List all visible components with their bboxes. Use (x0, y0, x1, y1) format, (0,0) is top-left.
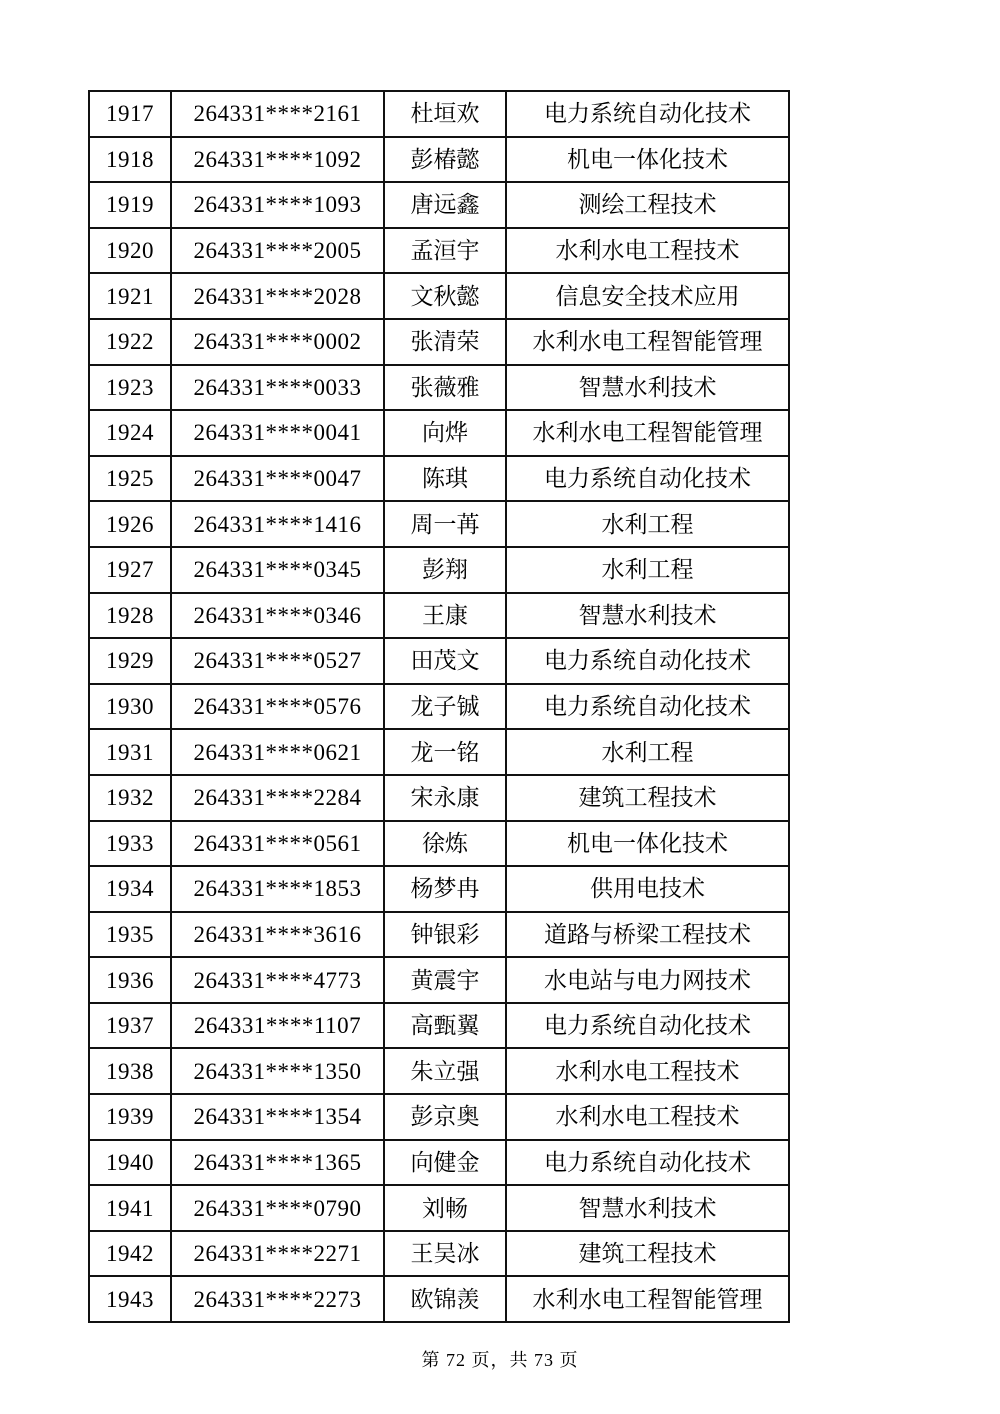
cell-admitted-major: 电力系统自动化技术 (506, 1003, 789, 1049)
table-row (89, 1185, 789, 1231)
cell-serial-number: 1942 (89, 1231, 171, 1277)
cell-admitted-major: 水利水电工程智能管理 (506, 319, 789, 365)
table-row (89, 501, 789, 547)
cell-student-name: 陈琪 (384, 456, 506, 502)
cell-serial-number: 1919 (89, 182, 171, 228)
cell-exam-id: 264331****0346 (171, 593, 384, 639)
cell-exam-id: 264331****1107 (171, 1003, 384, 1049)
cell-admitted-major: 道路与桥梁工程技术 (506, 912, 789, 958)
cell-admitted-major: 水利水电工程智能管理 (506, 1276, 789, 1322)
cell-serial-number: 1918 (89, 137, 171, 183)
cell-student-name: 杨梦冉 (384, 866, 506, 912)
cell-serial-number: 1935 (89, 912, 171, 958)
cell-student-name: 田茂文 (384, 638, 506, 684)
cell-exam-id: 264331****2005 (171, 228, 384, 274)
cell-exam-id: 264331****0047 (171, 456, 384, 502)
table-row (89, 1094, 789, 1140)
cell-exam-id: 264331****4773 (171, 957, 384, 1003)
cell-admitted-major: 水利水电工程技术 (506, 228, 789, 274)
table-row (89, 182, 789, 228)
table-row (89, 1231, 789, 1277)
cell-admitted-major: 信息安全技术应用 (506, 273, 789, 319)
cell-student-name: 徐炼 (384, 821, 506, 867)
cell-serial-number: 1939 (89, 1094, 171, 1140)
cell-serial-number: 1926 (89, 501, 171, 547)
cell-serial-number: 1924 (89, 410, 171, 456)
cell-student-name: 孟洹宇 (384, 228, 506, 274)
cell-student-name: 唐远鑫 (384, 182, 506, 228)
cell-student-name: 刘畅 (384, 1185, 506, 1231)
cell-admitted-major: 水利水电工程技术 (506, 1048, 789, 1094)
table-row (89, 1276, 789, 1322)
cell-admitted-major: 水利工程 (506, 547, 789, 593)
cell-serial-number: 1931 (89, 729, 171, 775)
cell-exam-id: 264331****1350 (171, 1048, 384, 1094)
table-row (89, 638, 789, 684)
table-row (89, 684, 789, 730)
table-row (89, 365, 789, 411)
cell-admitted-major: 水利工程 (506, 729, 789, 775)
table-row (89, 547, 789, 593)
cell-student-name: 向烨 (384, 410, 506, 456)
cell-exam-id: 264331****0561 (171, 821, 384, 867)
cell-admitted-major: 建筑工程技术 (506, 1231, 789, 1277)
table-row (89, 456, 789, 502)
cell-serial-number: 1929 (89, 638, 171, 684)
cell-admitted-major: 机电一体化技术 (506, 137, 789, 183)
cell-student-name: 彭京奥 (384, 1094, 506, 1140)
cell-serial-number: 1934 (89, 866, 171, 912)
cell-exam-id: 264331****0002 (171, 319, 384, 365)
cell-student-name: 龙一铭 (384, 729, 506, 775)
table-row (89, 821, 789, 867)
cell-serial-number: 1936 (89, 957, 171, 1003)
cell-serial-number: 1938 (89, 1048, 171, 1094)
cell-exam-id: 264331****0033 (171, 365, 384, 411)
cell-serial-number: 1925 (89, 456, 171, 502)
cell-student-name: 王吴冰 (384, 1231, 506, 1277)
cell-exam-id: 264331****0621 (171, 729, 384, 775)
table-row (89, 1140, 789, 1186)
cell-student-name: 王康 (384, 593, 506, 639)
cell-admitted-major: 水利水电工程智能管理 (506, 410, 789, 456)
cell-student-name: 文秋懿 (384, 273, 506, 319)
cell-serial-number: 1917 (89, 91, 171, 137)
cell-exam-id: 264331****1365 (171, 1140, 384, 1186)
table-row (89, 137, 789, 183)
cell-serial-number: 1940 (89, 1140, 171, 1186)
cell-admitted-major: 水利工程 (506, 501, 789, 547)
cell-student-name: 黄震宇 (384, 957, 506, 1003)
cell-admitted-major: 智慧水利技术 (506, 1185, 789, 1231)
cell-student-name: 朱立强 (384, 1048, 506, 1094)
cell-serial-number: 1930 (89, 684, 171, 730)
table-row (89, 410, 789, 456)
cell-admitted-major: 水电站与电力网技术 (506, 957, 789, 1003)
table-row (89, 866, 789, 912)
cell-serial-number: 1943 (89, 1276, 171, 1322)
cell-serial-number: 1920 (89, 228, 171, 274)
table-row (89, 593, 789, 639)
admission-roster-body (89, 91, 789, 1322)
cell-admitted-major: 供用电技术 (506, 866, 789, 912)
cell-student-name: 钟银彩 (384, 912, 506, 958)
cell-student-name: 宋永康 (384, 775, 506, 821)
cell-admitted-major: 电力系统自动化技术 (506, 456, 789, 502)
cell-serial-number: 1937 (89, 1003, 171, 1049)
cell-exam-id: 264331****2271 (171, 1231, 384, 1277)
table-row (89, 319, 789, 365)
cell-student-name: 杜垣欢 (384, 91, 506, 137)
cell-exam-id: 264331****2028 (171, 273, 384, 319)
cell-serial-number: 1923 (89, 365, 171, 411)
cell-student-name: 彭翔 (384, 547, 506, 593)
cell-exam-id: 264331****0790 (171, 1185, 384, 1231)
cell-serial-number: 1932 (89, 775, 171, 821)
table-row (89, 1048, 789, 1094)
table-row (89, 912, 789, 958)
cell-admitted-major: 电力系统自动化技术 (506, 684, 789, 730)
cell-student-name: 欧锦羡 (384, 1276, 506, 1322)
cell-exam-id: 264331****3616 (171, 912, 384, 958)
cell-admitted-major: 测绘工程技术 (506, 182, 789, 228)
cell-exam-id: 264331****2273 (171, 1276, 384, 1322)
cell-exam-id: 264331****0527 (171, 638, 384, 684)
table-row (89, 228, 789, 274)
page-number-indicator: 第 72 页，共 73 页 (421, 1350, 579, 1370)
table-row (89, 273, 789, 319)
cell-student-name: 龙子铖 (384, 684, 506, 730)
cell-serial-number: 1927 (89, 547, 171, 593)
cell-student-name: 向健金 (384, 1140, 506, 1186)
cell-admitted-major: 机电一体化技术 (506, 821, 789, 867)
cell-admitted-major: 电力系统自动化技术 (506, 638, 789, 684)
cell-serial-number: 1928 (89, 593, 171, 639)
cell-exam-id: 264331****1853 (171, 866, 384, 912)
cell-exam-id: 264331****2161 (171, 91, 384, 137)
cell-admitted-major: 电力系统自动化技术 (506, 1140, 789, 1186)
cell-exam-id: 264331****1416 (171, 501, 384, 547)
cell-student-name: 张清荣 (384, 319, 506, 365)
cell-exam-id: 264331****1354 (171, 1094, 384, 1140)
table-row (89, 729, 789, 775)
cell-student-name: 高甄翼 (384, 1003, 506, 1049)
table-row (89, 1003, 789, 1049)
cell-exam-id: 264331****0041 (171, 410, 384, 456)
cell-admitted-major: 电力系统自动化技术 (506, 91, 789, 137)
cell-student-name: 周一苒 (384, 501, 506, 547)
cell-admitted-major: 智慧水利技术 (506, 365, 789, 411)
cell-serial-number: 1941 (89, 1185, 171, 1231)
cell-student-name: 彭椿懿 (384, 137, 506, 183)
cell-exam-id: 264331****1093 (171, 182, 384, 228)
cell-serial-number: 1922 (89, 319, 171, 365)
cell-exam-id: 264331****0345 (171, 547, 384, 593)
table-row (89, 91, 789, 137)
admission-roster-table (88, 90, 790, 1323)
table-row (89, 775, 789, 821)
cell-exam-id: 264331****2284 (171, 775, 384, 821)
table-row (89, 957, 789, 1003)
cell-serial-number: 1921 (89, 273, 171, 319)
cell-exam-id: 264331****1092 (171, 137, 384, 183)
cell-admitted-major: 智慧水利技术 (506, 593, 789, 639)
cell-admitted-major: 建筑工程技术 (506, 775, 789, 821)
cell-admitted-major: 水利水电工程技术 (506, 1094, 789, 1140)
cell-exam-id: 264331****0576 (171, 684, 384, 730)
cell-student-name: 张薇雅 (384, 365, 506, 411)
cell-serial-number: 1933 (89, 821, 171, 867)
